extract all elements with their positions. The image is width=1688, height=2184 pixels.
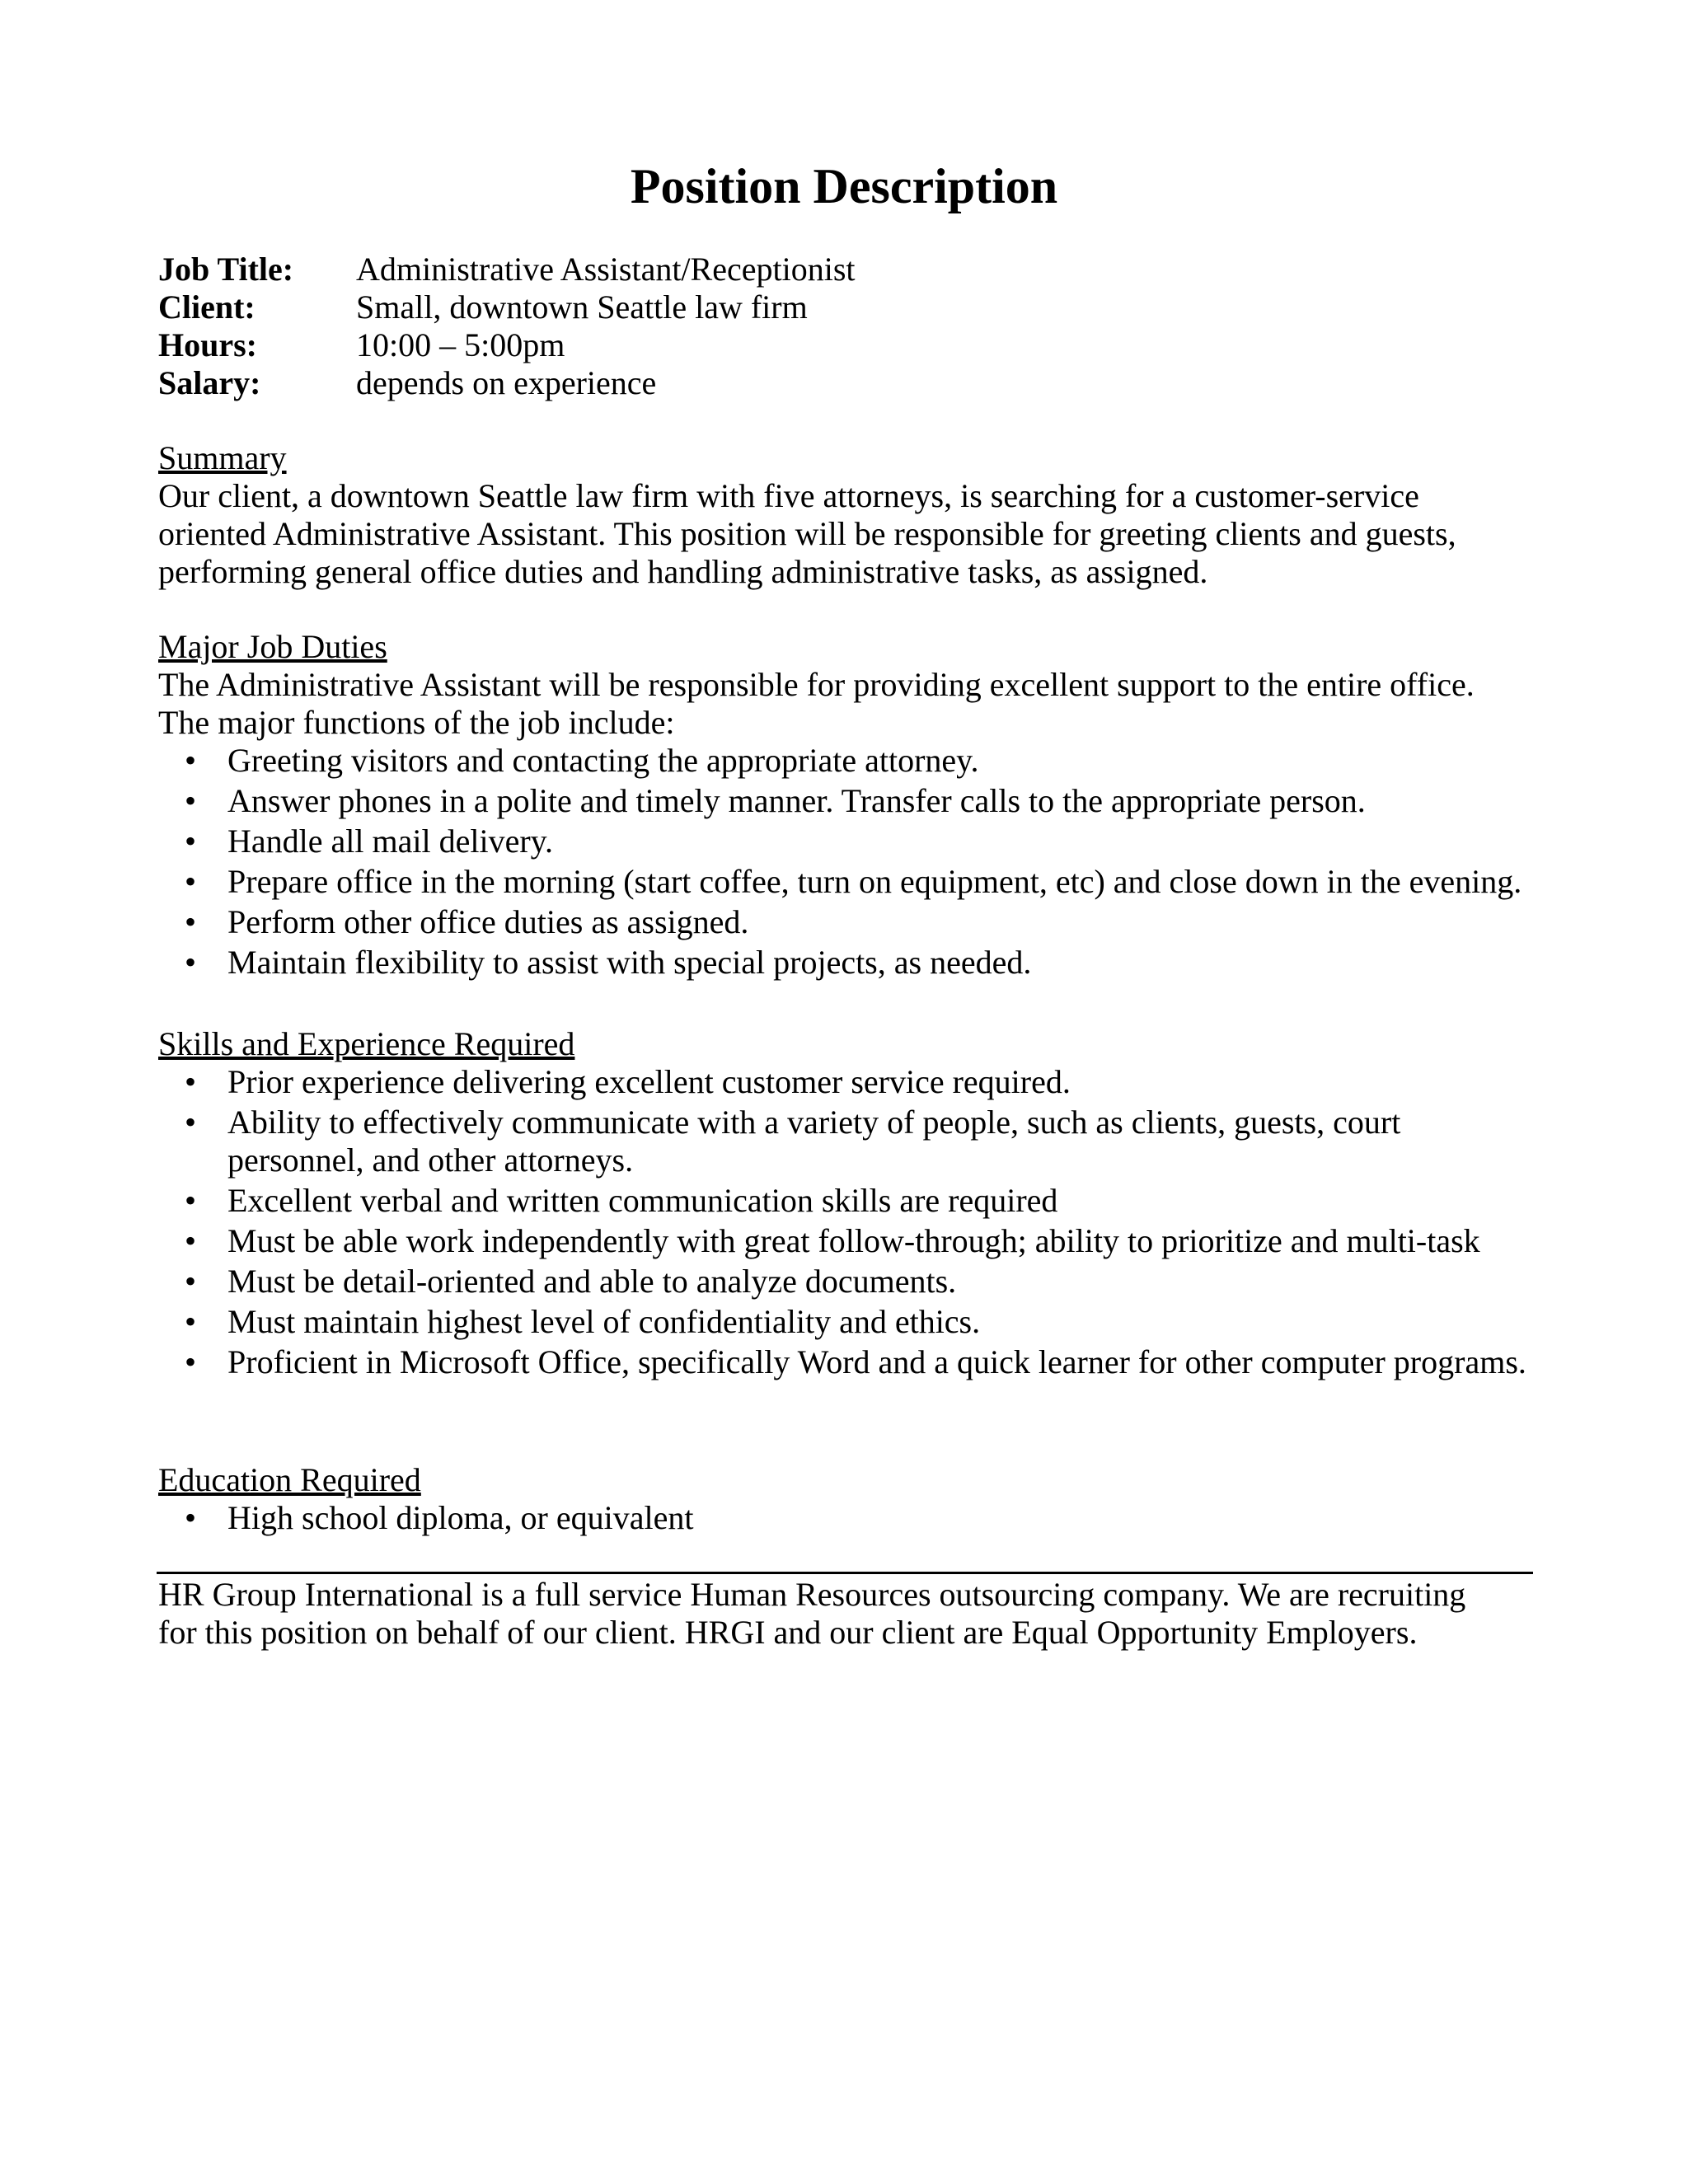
list-item bbox=[158, 1343, 1543, 1381]
skill-text: Ability to effectively communicate with a variety of people, such as clients, guests, court personnel, and other attorneys. bbox=[227, 1104, 1401, 1179]
education-section bbox=[158, 1461, 1543, 1540]
bullet-icon: • bbox=[184, 944, 196, 981]
info-row-salary bbox=[158, 364, 856, 402]
job-info-block bbox=[158, 251, 856, 402]
skills-list bbox=[158, 1063, 1543, 1381]
bullet-icon: • bbox=[184, 1499, 196, 1536]
education-list bbox=[158, 1499, 1543, 1537]
client-label: Client: bbox=[158, 288, 256, 326]
bullet-icon: • bbox=[184, 782, 196, 819]
hours-value: 10:00 – 5:00pm bbox=[356, 326, 565, 363]
list-item bbox=[158, 903, 1543, 941]
list-item bbox=[158, 863, 1543, 901]
duty-text: Greeting visitors and contacting the appropriate attorney. bbox=[227, 742, 979, 779]
skill-text: Excellent verbal and written communication skills are required bbox=[227, 1182, 1058, 1219]
footer-line: for this position on behalf of our client. HRGI and our client are Equal Opportunity Employers. bbox=[158, 1614, 1418, 1651]
list-item bbox=[158, 1499, 1543, 1537]
skill-text: Proficient in Microsoft Office, specifically Word and a quick learner for other computer programs. bbox=[227, 1343, 1526, 1380]
bullet-icon: • bbox=[184, 742, 196, 779]
summary-line: performing general office duties and handling administrative tasks, as assigned. bbox=[158, 553, 1208, 590]
bullet-icon: • bbox=[184, 1263, 196, 1300]
list-item bbox=[158, 944, 1543, 982]
footer-divider bbox=[157, 1572, 1533, 1574]
duties-intro-line: The Administrative Assistant will be responsible for providing excellent support to the entire office. bbox=[158, 666, 1475, 703]
info-row-client bbox=[158, 288, 856, 326]
bullet-icon: • bbox=[184, 1303, 196, 1340]
summary-line: oriented Administrative Assistant. This position will be responsible for greeting clients and guests, bbox=[158, 515, 1456, 552]
summary-section bbox=[158, 439, 1543, 591]
bullet-icon: • bbox=[184, 903, 196, 940]
footer-line: HR Group International is a full service Human Resources outsourcing company. We are recruiting bbox=[158, 1576, 1466, 1613]
bullet-icon: • bbox=[184, 1343, 196, 1380]
bullet-icon: • bbox=[184, 1104, 196, 1141]
duty-text: Maintain flexibility to assist with special projects, as needed. bbox=[227, 944, 1032, 981]
list-item bbox=[158, 1263, 1543, 1301]
skills-section bbox=[158, 1025, 1543, 1384]
footer-note bbox=[158, 1576, 1465, 1652]
duty-text: Handle all mail delivery. bbox=[227, 823, 554, 860]
duty-text: Prepare office in the morning (start coffee, turn on equipment, etc) and close down in the evening. bbox=[227, 863, 1522, 900]
list-item bbox=[158, 782, 1543, 820]
summary-line: Our client, a downtown Seattle law firm with five attorneys, is searching for a customer-service bbox=[158, 477, 1419, 514]
job-title-value: Administrative Assistant/Receptionist bbox=[356, 251, 856, 288]
bullet-icon: • bbox=[184, 1063, 196, 1100]
duties-intro-line: The major functions of the job include: bbox=[158, 704, 675, 741]
list-item bbox=[158, 1222, 1543, 1260]
list-item bbox=[158, 742, 1543, 780]
salary-label: Salary: bbox=[158, 364, 261, 401]
page-title: Position Description bbox=[630, 159, 1058, 213]
skill-text: Must be able work independently with great follow-through; ability to prioritize and multi-task bbox=[227, 1222, 1480, 1259]
duty-text: Perform other office duties as assigned. bbox=[227, 903, 749, 940]
list-item bbox=[158, 823, 1543, 860]
bullet-icon: • bbox=[184, 1222, 196, 1259]
info-row-job-title bbox=[158, 251, 856, 288]
education-text: High school diploma, or equivalent bbox=[227, 1499, 694, 1536]
salary-value: depends on experience bbox=[356, 364, 657, 401]
list-item bbox=[158, 1303, 1543, 1341]
client-value: Small, downtown Seattle law firm bbox=[356, 288, 808, 326]
bullet-icon: • bbox=[184, 1182, 196, 1219]
duties-heading: Major Job Duties bbox=[158, 628, 387, 665]
list-item bbox=[158, 1063, 1543, 1101]
education-heading: Education Required bbox=[158, 1461, 421, 1498]
bullet-icon: • bbox=[184, 863, 196, 900]
duty-text: Answer phones in a polite and timely manner. Transfer calls to the appropriate person. bbox=[227, 782, 1366, 819]
skills-heading: Skills and Experience Required bbox=[158, 1025, 575, 1062]
duties-section bbox=[158, 628, 1543, 984]
list-item bbox=[158, 1104, 1543, 1179]
info-row-hours bbox=[158, 326, 856, 364]
list-item bbox=[158, 1182, 1543, 1220]
bullet-icon: • bbox=[184, 823, 196, 860]
hours-label: Hours: bbox=[158, 326, 257, 363]
skill-text: Prior experience delivering excellent customer service required. bbox=[227, 1063, 1071, 1100]
summary-heading: Summary bbox=[158, 439, 287, 476]
skill-text: Must maintain highest level of confidentiality and ethics. bbox=[227, 1303, 981, 1340]
job-title-label: Job Title: bbox=[158, 251, 294, 288]
skill-text: Must be detail-oriented and able to analyze documents. bbox=[227, 1263, 957, 1300]
duties-list bbox=[158, 742, 1543, 982]
